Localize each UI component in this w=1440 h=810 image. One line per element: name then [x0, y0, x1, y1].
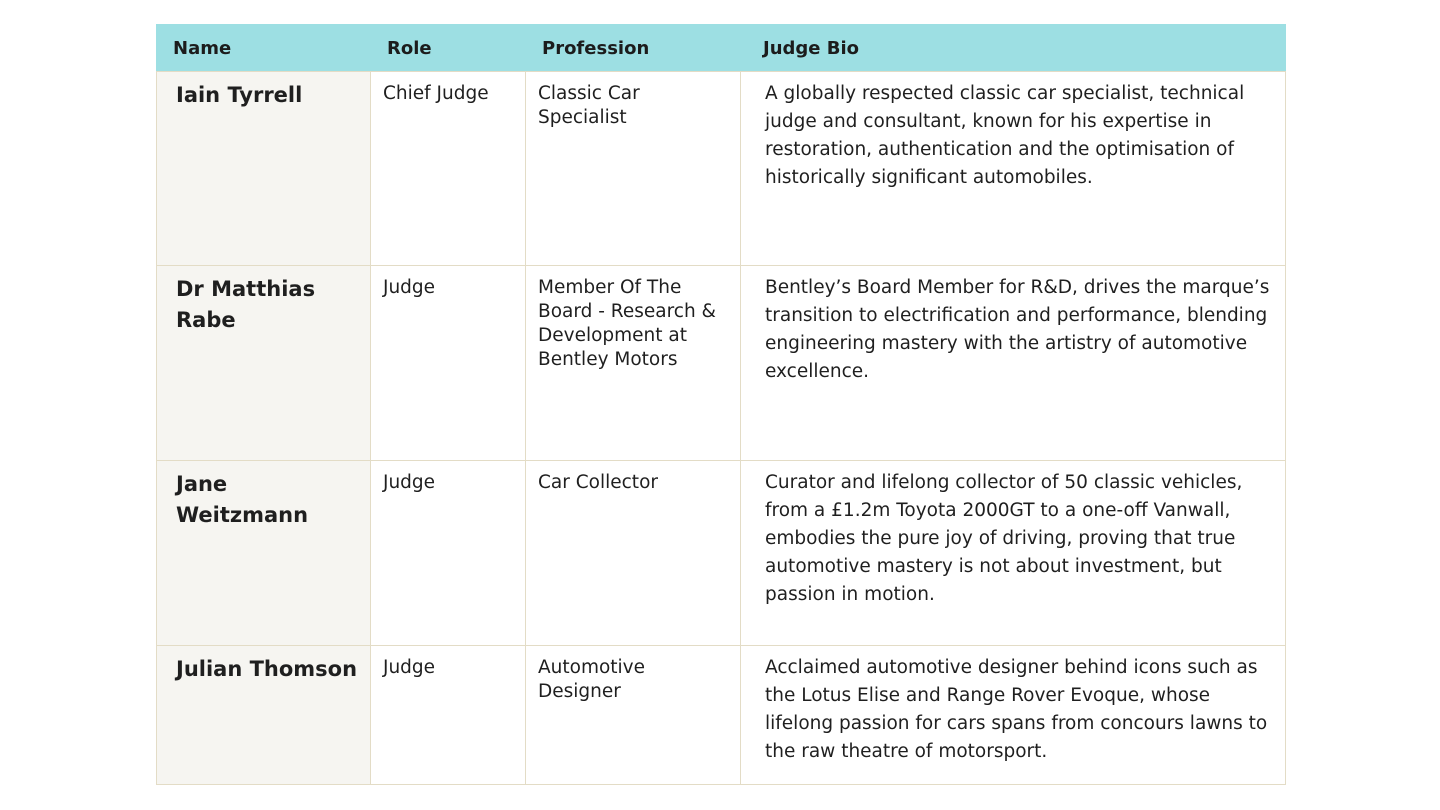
- judge-role-cell: Chief Judge: [371, 72, 526, 266]
- column-header-name: Name: [157, 25, 371, 72]
- judge-name-cell: Iain Tyrrell: [157, 72, 371, 266]
- judge-bio-cell: Curator and lifelong collector of 50 classic vehicles, from a £1.2m Toyota 2000GT to a one-off Vanwall, embodies the pure joy of driving, proving that true automotive mastery is not about investment, but passion in motion.: [741, 461, 1286, 646]
- judge-name-cell: Dr Matthias Rabe: [157, 266, 371, 461]
- judge-role-cell: Judge: [371, 461, 526, 646]
- judge-name-cell: Jane Weitzmann: [157, 461, 371, 646]
- column-header-bio: Judge Bio: [741, 25, 1286, 72]
- judge-role-cell: Judge: [371, 266, 526, 461]
- table-row: [157, 461, 1286, 646]
- column-header-profession: Profession: [526, 25, 741, 72]
- table-row: [157, 72, 1286, 266]
- table-row: [157, 266, 1286, 461]
- table-row: [157, 646, 1286, 785]
- table-header-row: [157, 25, 1286, 72]
- judge-bio-cell: A globally respected classic car specialist, technical judge and consultant, known for his expertise in restoration, authentication and the optimisation of historically significant automobiles.: [741, 72, 1286, 266]
- judge-role-cell: Judge: [371, 646, 526, 785]
- judge-bio-cell: Bentley’s Board Member for R&D, drives the marque’s transition to electrification and performance, blending engineering mastery with the artistry of automotive excellence.: [741, 266, 1286, 461]
- judge-name-cell: Julian Thomson: [157, 646, 371, 785]
- judge-profession-cell: Classic Car Specialist: [526, 72, 741, 266]
- judge-profession-cell: Member Of The Board - Research & Development at Bentley Motors: [526, 266, 741, 461]
- column-header-role: Role: [371, 25, 526, 72]
- judge-profession-cell: Car Collector: [526, 461, 741, 646]
- judges-table: [156, 24, 1286, 785]
- judge-bio-cell: Acclaimed automotive designer behind icons such as the Lotus Elise and Range Rover Evoque, whose lifelong passion for cars spans from concours lawns to the raw theatre of motorsport.: [741, 646, 1286, 785]
- judge-profession-cell: Automotive Designer: [526, 646, 741, 785]
